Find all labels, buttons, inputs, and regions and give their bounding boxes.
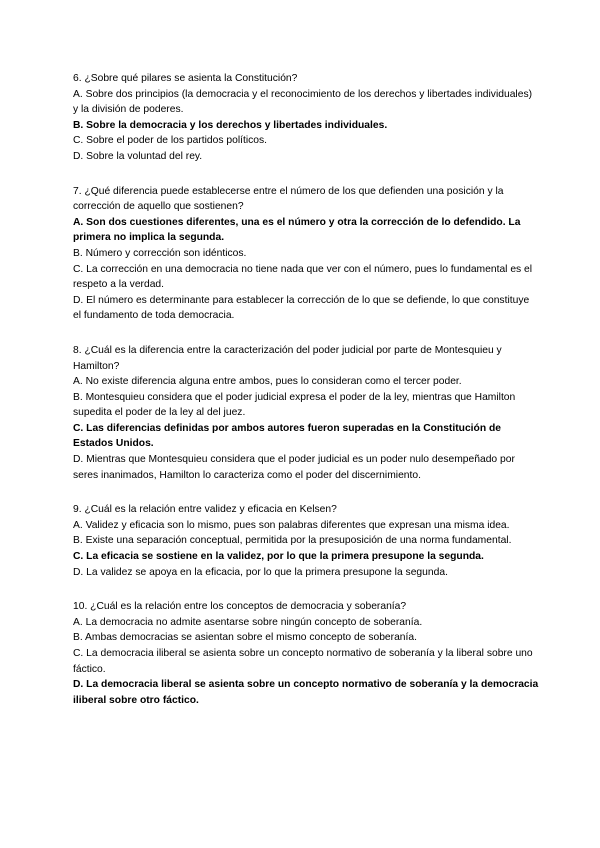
question-7 bbox=[73, 184, 540, 324]
question-8 bbox=[73, 343, 540, 483]
answer-option-d: D. Sobre la voluntad del rey. bbox=[73, 150, 203, 162]
answer-option-a: A. Sobre dos principios (la democracia y el reconocimiento de los derechos y libertades individuales) y la división de poderes. bbox=[73, 88, 533, 116]
answer-option-a-correct: A. Son dos cuestiones diferentes, una es el número y otra la corrección de lo defendido. La primera no implica la segunda. bbox=[73, 216, 521, 244]
answer-option-d-correct: D. La democracia liberal se asienta sobre un concepto normativo de soberanía y la democracia iliberal sobre otro fáctico. bbox=[73, 679, 539, 706]
question-6 bbox=[73, 71, 540, 165]
question-prompt: 10. ¿Cuál es la relación entre los conceptos de democracia y soberanía? bbox=[73, 601, 407, 613]
answer-option-a: A. Validez y eficacia son lo mismo, pues son palabras diferentes que expresan una misma idea. bbox=[73, 519, 510, 531]
question-10 bbox=[73, 599, 540, 708]
answer-option-b: B. Montesquieu considera que el poder judicial expresa el poder de la ley, mientras que Hamilton supedita el poder de la ley al del juez. bbox=[73, 391, 516, 419]
answer-option-d: D. La validez se apoya en la eficacia, por lo que la primera presupone la segunda. bbox=[73, 566, 448, 578]
answer-option-c: C. La corrección en una democracia no tiene nada que ver con el número, pues lo fundamental es el respeto a la verdad. bbox=[73, 263, 533, 291]
answer-option-d: D. El número es determinante para establecer la corrección de lo que se defiende, lo que constituye el fundamento de toda democracia. bbox=[73, 294, 530, 322]
answer-option-b: B. Existe una separación conceptual, permitida por la presuposición de una norma fundamental. bbox=[73, 535, 512, 547]
answer-option-b: B. Ambas democracias se asientan sobre el mismo concepto de soberanía. bbox=[73, 632, 417, 644]
answer-option-c: C. La democracia iliberal se asienta sobre un concepto normativo de soberanía y la liberal sobre uno fáctico. bbox=[73, 648, 533, 675]
answer-option-b-correct: B. Sobre la democracia y los derechos y libertades individuales. bbox=[73, 119, 388, 131]
question-prompt: 9. ¿Cuál es la relación entre validez y eficacia en Kelsen? bbox=[73, 504, 337, 516]
answer-option-c-correct: C. Las diferencias definidas por ambos autores fueron superadas en la Constitución de Estados Unidos. bbox=[73, 422, 501, 450]
question-prompt: 6. ¿Sobre qué pilares se asienta la Constitución? bbox=[73, 73, 298, 84]
question-prompt: 7. ¿Qué diferencia puede establecerse entre el número de los que defienden una posición y la corrección de aquello que sostienen? bbox=[73, 185, 504, 213]
answer-option-a: A. La democracia no admite asentarse sobre ningún concepto de soberanía. bbox=[73, 616, 423, 628]
answer-option-c-correct: C. La eficacia se sostiene en la validez, por lo que la primera presupone la segunda. bbox=[73, 551, 484, 563]
answer-option-d: D. Mientras que Montesquieu considera que el poder judicial es un poder nulo desempeñado por seres inanimados, Hamilton lo caracteriza como el poder del discernimiento. bbox=[73, 454, 515, 481]
question-prompt: 8. ¿Cuál es la diferencia entre la caracterización del poder judicial por parte de Montesquieu y Hamilton? bbox=[73, 344, 502, 372]
answer-option-b: B. Número y corrección son idénticos. bbox=[73, 247, 247, 259]
answer-option-c: C. Sobre el poder de los partidos políticos. bbox=[73, 135, 268, 147]
question-9 bbox=[73, 502, 540, 580]
answer-option-a: A. No existe diferencia alguna entre ambos, pues lo consideran como el tercer poder. bbox=[73, 376, 462, 388]
